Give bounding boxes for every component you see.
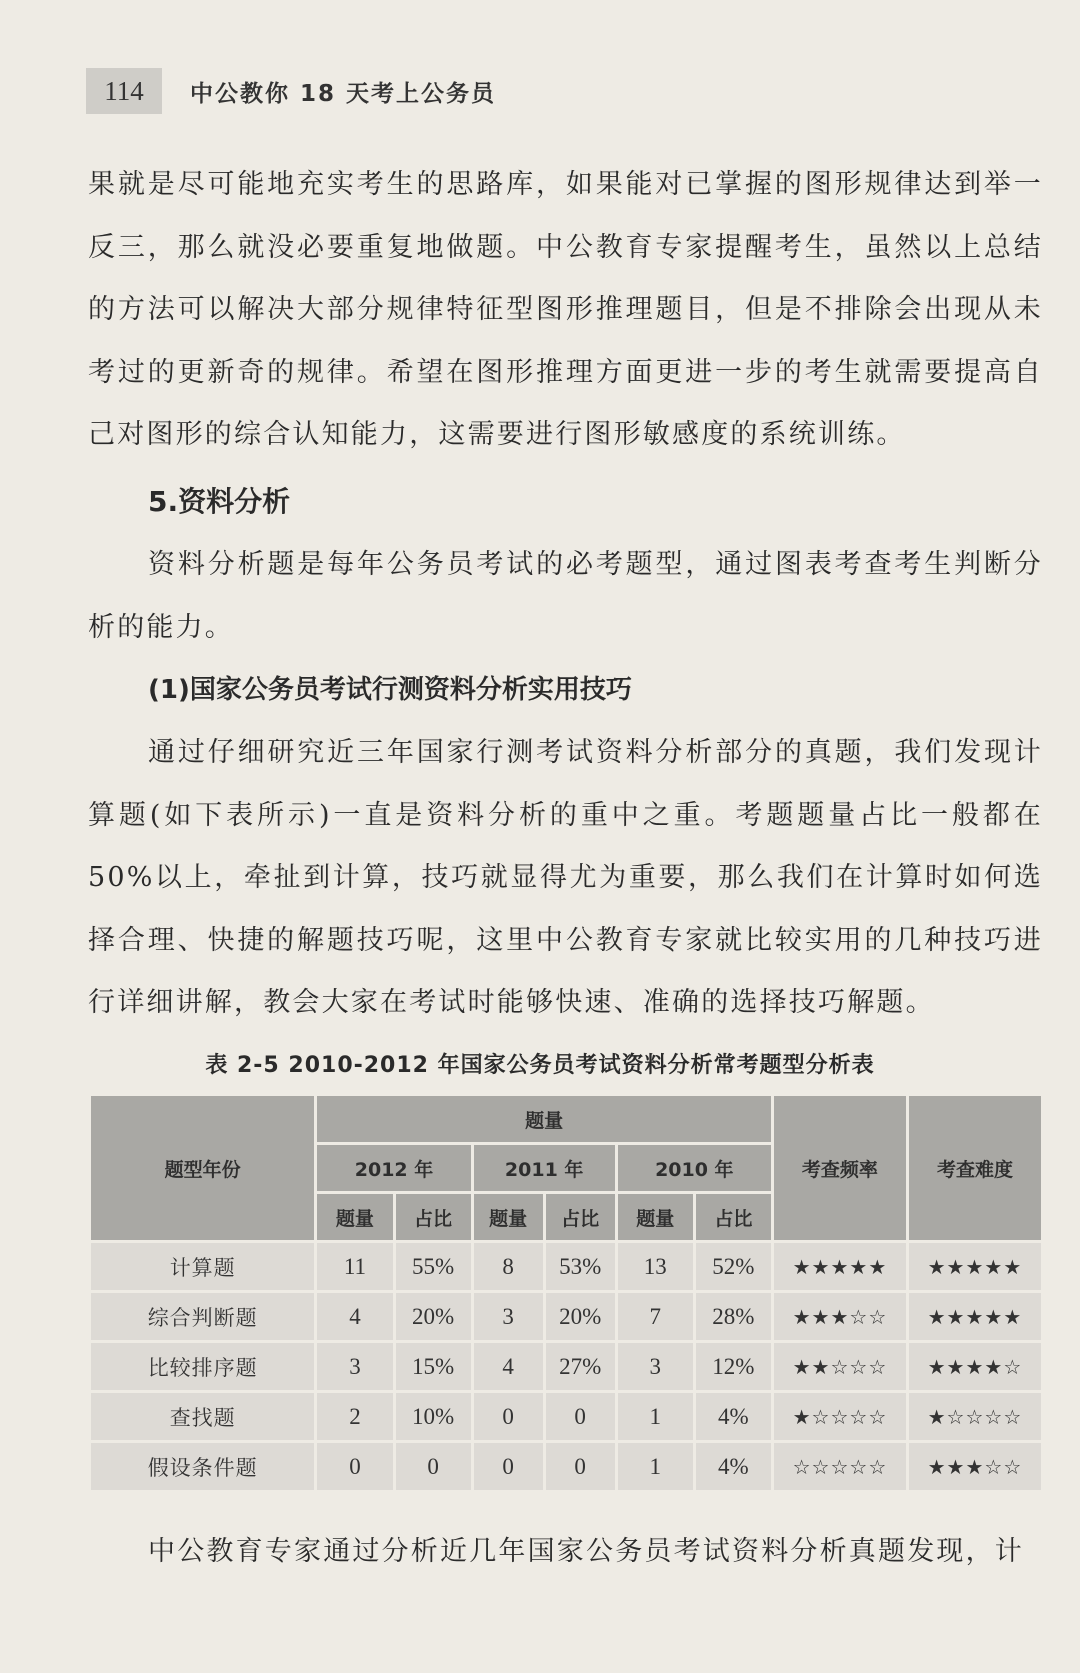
cell-count-2012: 4 (317, 1293, 392, 1340)
cell-difficulty-stars: ★★★★★ (909, 1243, 1041, 1290)
subsection-heading: (1)国家公务员考试行测资料分析实用技巧 (148, 675, 632, 705)
cell-ratio-2011: 20% (546, 1293, 615, 1340)
paragraph-techniques: 通过仔细研究近三年国家行测考试资料分析部分的真题，我们发现计算题(如下表所示)一直是资料分析的重中之重。考题题量占比一般都在50%以上，牵扯到计算，技巧就显得尤为重要，那么我们在计算时如何选择合理、快捷的解题技巧呢，这里中公教育专家就比较实用的几种技巧进行详细讲解，教会大家在考试时能够快速、准确的选择技巧解题。 (88, 737, 1043, 1018)
cell-frequency-stars: ★★★☆☆ (774, 1293, 906, 1340)
cell-frequency-stars: ★★★★★ (774, 1243, 906, 1290)
cell-count-2012: 11 (317, 1243, 392, 1290)
cell-ratio-2012: 0 (396, 1443, 471, 1490)
table-caption: 表 2-5 2010-2012 年国家公务员考试资料分析常考题型分析表 (205, 1053, 875, 1078)
sub-header-count: 题量 (618, 1194, 693, 1240)
paragraph-intro: 果就是尽可能地充实考生的思路库，如果能对已掌握的图形规律达到举一反三，那么就没必要重复地做题。中公教育专家提醒考生，虽然以上总结的方法可以解决大部分规律特征型图形推理题目，但是不排除会出现从未考过的更新奇的规律。希望在图形推理方面更进一步的考生就需要提高自己对图形的综合认知能力，这需要进行图形敏感度的系统训练。 (88, 169, 1043, 450)
paragraph-closing: 中公教育专家通过分析近几年国家公务员考试资料分析真题发现，计 (148, 1536, 1024, 1567)
book-title: 中公教你 18 天考上公务员 (190, 80, 497, 107)
cell-ratio-2010: 4% (696, 1393, 771, 1440)
row-type: 比较排序题 (91, 1343, 314, 1390)
row-type: 假设条件题 (91, 1443, 314, 1490)
sub-header-count: 题量 (474, 1194, 543, 1240)
cell-difficulty-stars: ★★★★★ (909, 1293, 1041, 1340)
sub-header-count: 题量 (317, 1194, 392, 1240)
page-header (86, 68, 496, 114)
year-header-2012: 2012 年 (317, 1145, 470, 1191)
cell-count-2010: 7 (618, 1293, 693, 1340)
paragraph-definition: 资料分析题是每年公务员考试的必考题型，通过图表考查考生判断分析的能力。 (88, 549, 1043, 643)
row-type: 综合判断题 (91, 1293, 314, 1340)
sub-header-ratio: 占比 (696, 1194, 771, 1240)
cell-count-2012: 0 (317, 1443, 392, 1490)
cell-count-2011: 4 (474, 1343, 543, 1390)
cell-ratio-2010: 4% (696, 1443, 771, 1490)
cell-count-2010: 13 (618, 1243, 693, 1290)
sub-header-ratio: 占比 (396, 1194, 471, 1240)
col-header-frequency: 考查频率 (774, 1096, 906, 1240)
cell-ratio-2012: 20% (396, 1293, 471, 1340)
cell-count-2011: 0 (474, 1443, 543, 1490)
cell-difficulty-stars: ★☆☆☆☆ (909, 1393, 1041, 1440)
table-row (91, 1293, 1041, 1340)
row-type: 计算题 (91, 1243, 314, 1290)
cell-count-2012: 3 (317, 1343, 392, 1390)
year-header-2011: 2011 年 (474, 1145, 615, 1191)
cell-ratio-2011: 27% (546, 1343, 615, 1390)
cell-ratio-2010: 52% (696, 1243, 771, 1290)
page-number: 114 (86, 68, 162, 114)
section-heading: 5.资料分析 (148, 485, 291, 518)
analysis-table (88, 1093, 1044, 1493)
cell-frequency-stars: ★★☆☆☆ (774, 1343, 906, 1390)
cell-count-2011: 0 (474, 1393, 543, 1440)
year-header-2010: 2010 年 (618, 1145, 771, 1191)
cell-difficulty-stars: ★★★★☆ (909, 1343, 1041, 1390)
col-header-type: 题型年份 (91, 1096, 314, 1240)
cell-ratio-2012: 10% (396, 1393, 471, 1440)
table-row (91, 1443, 1041, 1490)
cell-difficulty-stars: ★★★☆☆ (909, 1443, 1041, 1490)
cell-count-2010: 1 (618, 1443, 693, 1490)
cell-ratio-2011: 53% (546, 1243, 615, 1290)
cell-count-2010: 3 (618, 1343, 693, 1390)
cell-count-2010: 1 (618, 1393, 693, 1440)
cell-ratio-2011: 0 (546, 1393, 615, 1440)
col-header-difficulty: 考查难度 (909, 1096, 1041, 1240)
cell-count-2011: 3 (474, 1293, 543, 1340)
table-row (91, 1393, 1041, 1440)
cell-frequency-stars: ★☆☆☆☆ (774, 1393, 906, 1440)
cell-count-2011: 8 (474, 1243, 543, 1290)
cell-count-2012: 2 (317, 1393, 392, 1440)
cell-ratio-2012: 15% (396, 1343, 471, 1390)
sub-header-ratio: 占比 (546, 1194, 615, 1240)
row-type: 查找题 (91, 1393, 314, 1440)
table-row (91, 1343, 1041, 1390)
table-row (91, 1243, 1041, 1290)
cell-ratio-2012: 55% (396, 1243, 471, 1290)
cell-ratio-2010: 12% (696, 1343, 771, 1390)
cell-frequency-stars: ☆☆☆☆☆ (774, 1443, 906, 1490)
cell-ratio-2010: 28% (696, 1293, 771, 1340)
cell-ratio-2011: 0 (546, 1443, 615, 1490)
col-header-group: 题量 (317, 1096, 771, 1142)
